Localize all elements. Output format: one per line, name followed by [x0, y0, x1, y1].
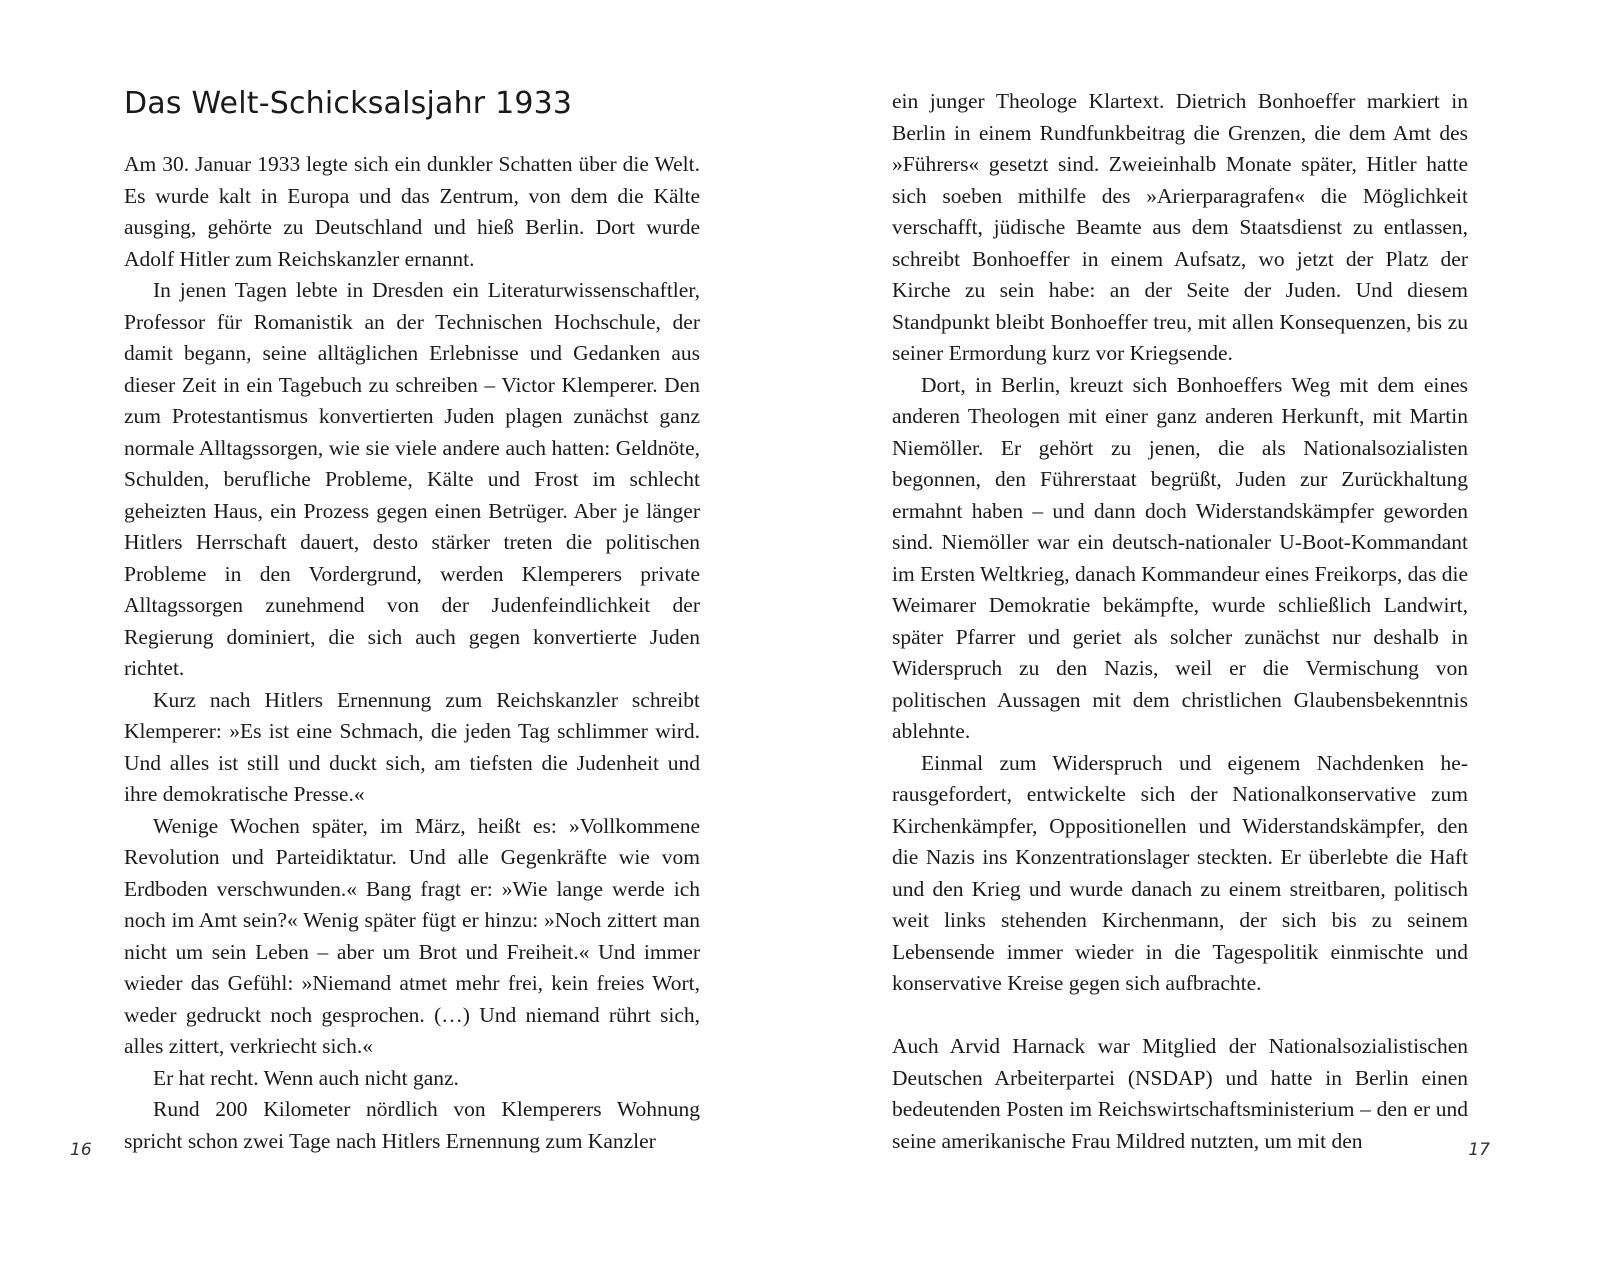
page-number: 16 — [70, 1140, 92, 1160]
right-page — [800, 0, 1600, 1274]
paragraph: In jenen Tagen lebte in Dresden ein Literaturwissenschaftler, Professor für Romanistik an der Technischen Hochschule, der damit begann, seine alltäglichen Erlebnisse und Gedanken aus dieser Zeit in ein Tagebuch zu schreiben – Victor Klemperer. Den zum Protestantismus konvertierten Juden plagen zunächst ganz normale Alltagssorgen, wie sie viele andere auch hatten: Geldnöte, Schulden, berufliche Probleme, Kälte und Frost im schlecht geheizten Haus, ein Prozess gegen einen Betrüger. Aber je länger Hitlers Herrschaft dauert, desto stärker treten die politischen Probleme in den Vordergrund, werden Klemperers private Alltagssorgen zunehmend von der Judenfeindlichkeit der Regierung dominiert, die sich auch gegen konvertierte Juden richtet. — [124, 278, 700, 680]
paragraph: Er hat recht. Wenn auch nicht ganz. — [153, 1065, 459, 1090]
left-page-body — [124, 149, 700, 1157]
paragraph: Auch Arvid Harnack war Mitglied der Nationalsozialistischen Deutschen Arbeiterpartei (NSDAP) und hatte in Berlin einen bedeutenden Posten im Reichswirtschaftsministerium – den er und seine amerikanische Frau Mildred nutzten, um mit den — [892, 1034, 1468, 1153]
paragraph: Kurz nach Hitlers Ernennung zum Reichskanzler schreibt Klemperer: »Es ist eine Schmach, die jeden Tag schlimmer wird. Und alles ist still und duckt sich, am tiefsten die Judenheit und ihre demokratische Presse.« — [124, 687, 700, 806]
page-number: 17 — [1468, 1140, 1490, 1160]
paragraph: Am 30. Januar 1933 legte sich ein dunkler Schatten über die Welt. Es wurde kalt in Europa und das Zentrum, von dem die Kälte ausging, gehörte zu Deutschland und hieß Berlin. Dort wurde Adolf Hitler zum Reichskanzler ernannt. — [124, 152, 700, 271]
chapter-title: Das Welt-Schicksalsjahr 1933 — [124, 86, 573, 121]
paragraph: Einmal zum Widerspruch und eigenem Nachdenken herausgefordert, entwickelte sich der Nationalkonservative zum Kirchenkämpfer, Oppositionellen und Widerstandskämpfer, den die Nazis ins Konzentrationslager steckten. Er überlebte die Haft und den Krieg und wurde danach zu einem streitbaren, politisch weit links stehenden Kirchenmann, der sich bis zu seinem Lebensende immer wieder in die Tagespolitik einmischte und konservative Kreise gegen sich aufbrachte. — [892, 750, 1468, 995]
right-page-body — [892, 86, 1468, 1157]
paragraph: Dort, in Berlin, kreuzt sich Bonhoeffers Weg mit dem eines anderen Theologen mit einer ganz anderen Herkunft, mit Martin Niemöller. Er gehört zu jenen, die als Nationalsozialisten begonnen, den Führerstaat begrüßt, Juden zur Zurückhaltung ermahnt haben – und dann doch Widerstandskämpfer geworden sind. Niemöller war ein deutsch-nationaler U-Boot-Kommandant im Ersten Weltkrieg, danach Kommandeur eines Freikorps, das die Weimarer Demokratie bekämpfte, wurde schließlich Landwirt, später Pfarrer und geriet als solcher zunächst nur deshalb in Widerspruch zu den Nazis, weil er die Vermischung von politischen Aussagen mit dem christlichen Glaubensbekenntnis ablehnte. — [892, 372, 1468, 743]
paragraph: Rund 200 Kilometer nördlich von Klemperers Wohnung spricht schon zwei Tage nach Hitlers Ernennung zum Kanzler — [124, 1097, 700, 1153]
paragraph: ein junger Theologe Klartext. Dietrich Bonhoeffer markiert in Berlin in einem Rundfunkbeitrag die Grenzen, die dem Amt des »Führers« gesetzt sind. Zweieinhalb Monate später, Hitler hatte sich soeben mithilfe des »Arierparagrafen« die Möglichkeit verschafft, jüdische Beamte aus dem Staatsdienst zu entlassen, schreibt Bonhoeffer in einem Aufsatz, wo jetzt der Platz der Kirche zu sein habe: an der Seite der Juden. Und diesem Standpunkt bleibt Bonhoeffer treu, mit allen Konsequenzen, bis zu seiner Ermordung kurz vor Kriegsende. — [892, 89, 1468, 365]
paragraph: Wenige Wochen später, im März, heißt es: »Vollkommene Revolution und Parteidiktatur. Und alle Gegenkräfte wie vom Erdboden verschwunden.« Bang fragt er: »Wie lange werde ich noch im Amt sein?« Wenig später fügt er hinzu: »Noch zittert man nicht um sein Leben – aber um Brot und Freiheit.« Und immer wieder das Gefühl: »Niemand atmet mehr frei, kein freies Wort, weder gedruckt noch gesprochen. (…) Und niemand rührt sich, alles zittert, verkriecht sich.« — [124, 813, 700, 1058]
